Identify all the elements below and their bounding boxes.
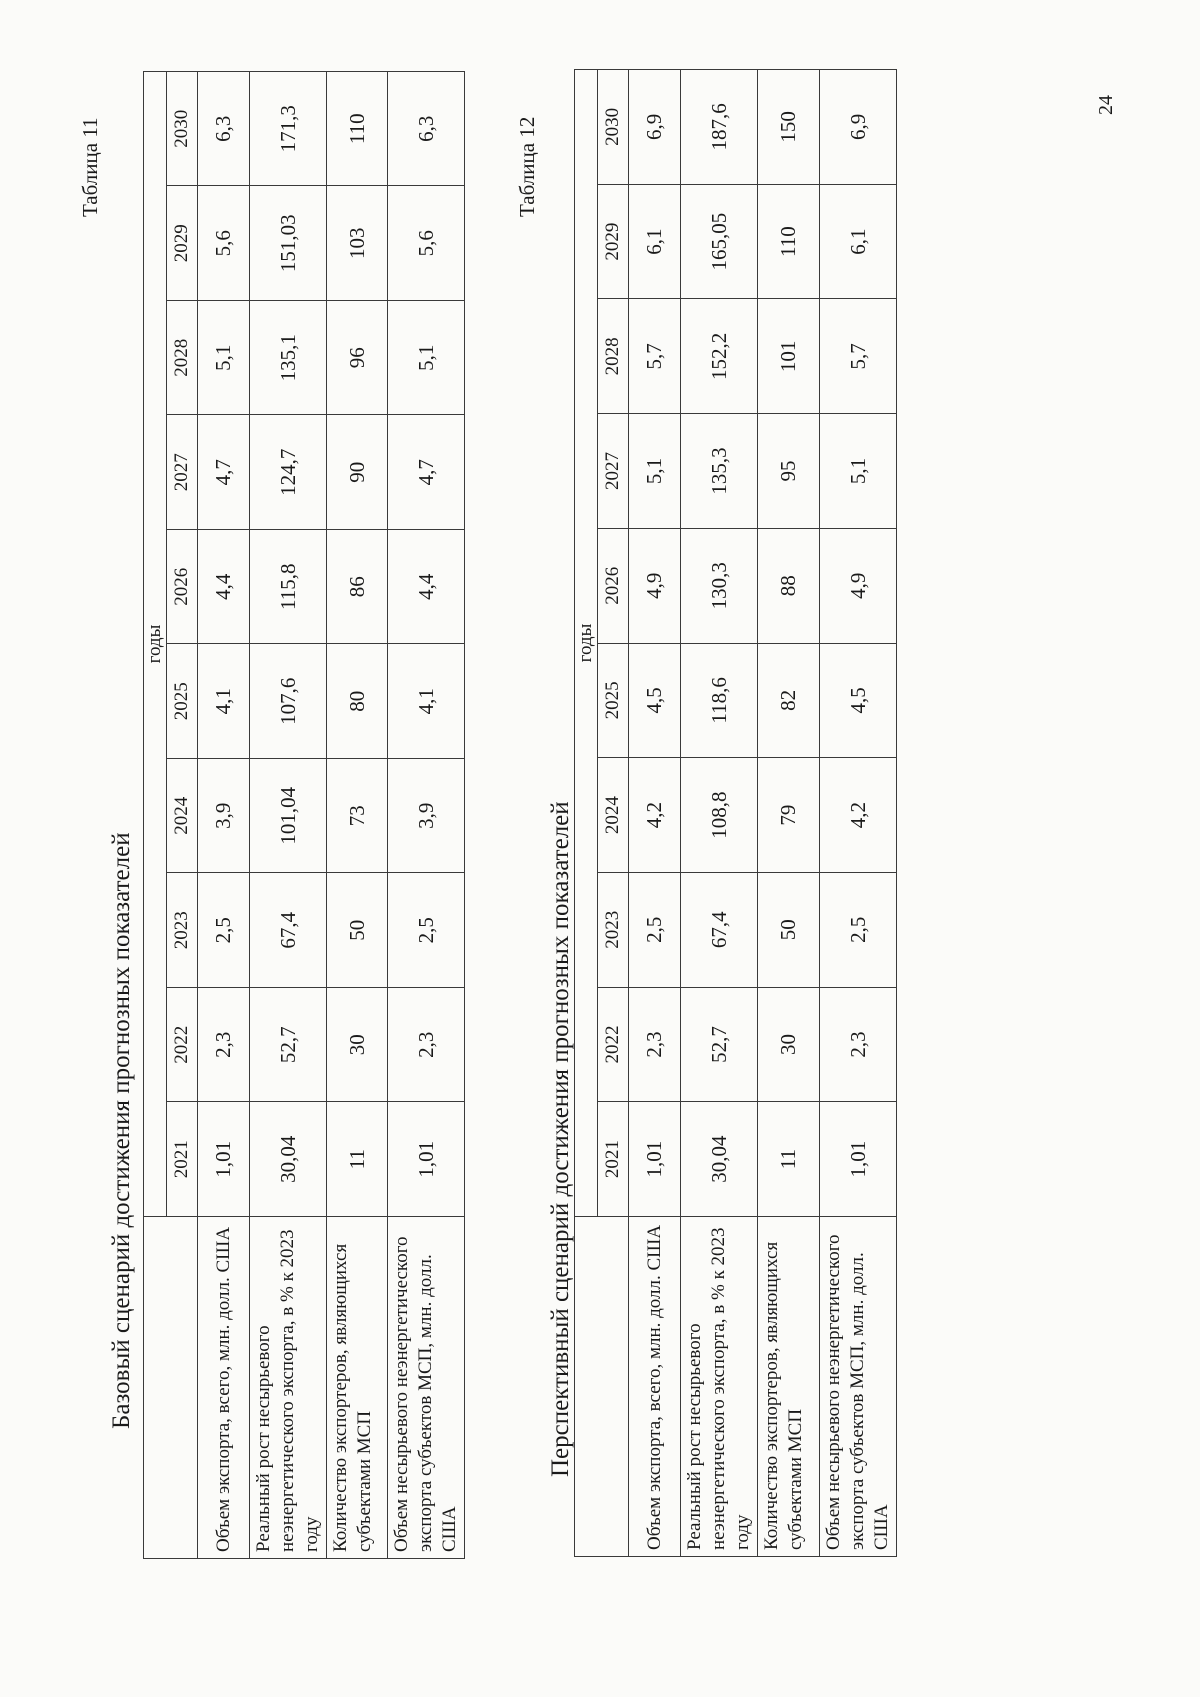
table12-cell: 5,1 bbox=[629, 414, 681, 529]
table12-cell: 110 bbox=[758, 184, 820, 299]
table12-cell: 52,7 bbox=[681, 987, 758, 1102]
table12-year-header: 2024 bbox=[598, 758, 629, 873]
table11-label: Таблица 11 bbox=[78, 117, 102, 217]
table12-year-header: 2023 bbox=[598, 872, 629, 987]
table12 bbox=[574, 69, 897, 1557]
table11-cell: 1,01 bbox=[388, 1102, 465, 1217]
table11-cell: 52,7 bbox=[250, 988, 327, 1103]
table11-cell: 3,9 bbox=[388, 759, 465, 874]
table11-year-header: 2027 bbox=[167, 415, 198, 530]
table12-cell: 150 bbox=[758, 70, 820, 185]
table12-cell: 4,2 bbox=[629, 758, 681, 873]
table11-cell: 151,03 bbox=[250, 186, 327, 301]
table11-cell: 73 bbox=[327, 759, 388, 874]
table12-cell: 30,04 bbox=[681, 1102, 758, 1217]
table12-cell: 4,5 bbox=[820, 643, 897, 758]
table-row bbox=[250, 72, 327, 1559]
table-row bbox=[758, 70, 820, 1557]
table-row bbox=[681, 70, 758, 1557]
table11-cell: 4,7 bbox=[198, 415, 250, 530]
table12-cell: 6,9 bbox=[629, 70, 681, 185]
table11-year-header: 2022 bbox=[167, 988, 198, 1103]
table12-cell: 130,3 bbox=[681, 528, 758, 643]
table12-cell: 95 bbox=[758, 414, 820, 529]
table11-indicator: Реальный рост несырьевого неэнергетического экспорта, в % к 2023 году bbox=[250, 1217, 327, 1559]
table11-cell: 3,9 bbox=[198, 759, 250, 874]
table12-cell: 2,5 bbox=[820, 872, 897, 987]
table11-year-header: 2029 bbox=[167, 186, 198, 301]
table12-cell: 135,3 bbox=[681, 414, 758, 529]
table12-cell: 101 bbox=[758, 299, 820, 414]
table11-cell: 4,7 bbox=[388, 415, 465, 530]
table12-cell: 187,6 bbox=[681, 70, 758, 185]
table12-cell: 118,6 bbox=[681, 643, 758, 758]
table11-cell: 86 bbox=[327, 530, 388, 645]
table11-cell: 4,4 bbox=[198, 530, 250, 645]
table11-corner-cell bbox=[144, 1217, 167, 1559]
table11-cell: 124,7 bbox=[250, 415, 327, 530]
table11-header-row-1 bbox=[144, 72, 167, 1559]
table12-cell: 5,7 bbox=[820, 299, 897, 414]
table12-cell: 2,3 bbox=[820, 987, 897, 1102]
table11-year-header: 2028 bbox=[167, 301, 198, 416]
table12-cell: 152,2 bbox=[681, 299, 758, 414]
table12-cell: 6,9 bbox=[820, 70, 897, 185]
table12-cell: 165,05 bbox=[681, 184, 758, 299]
table11-cell: 67,4 bbox=[250, 873, 327, 988]
table11-cell: 103 bbox=[327, 186, 388, 301]
table11-year-header: 2025 bbox=[167, 644, 198, 759]
table11-cell: 107,6 bbox=[250, 644, 327, 759]
table11-cell: 30,04 bbox=[250, 1102, 327, 1217]
table12-cell: 2,3 bbox=[629, 987, 681, 1102]
table11-cell: 5,1 bbox=[198, 301, 250, 416]
table12-indicator: Объем несырьевого неэнергетического экспорта субъектов МСП, млн. долл. США bbox=[820, 1217, 897, 1557]
table-row bbox=[327, 72, 388, 1559]
table12-label: Таблица 12 bbox=[515, 116, 539, 217]
table12-cell: 108,8 bbox=[681, 758, 758, 873]
table11-indicator: Объем несырьевого неэнергетического экспорта субъектов МСП, млн. долл. США bbox=[388, 1217, 465, 1559]
table12-cell: 4,9 bbox=[629, 528, 681, 643]
table11-title: Базовый сценарий достижения прогнозных показателей bbox=[108, 832, 135, 1429]
table12-indicator: Количество экспортеров, являющихся субъектами МСП bbox=[758, 1217, 820, 1557]
table12-cell: 88 bbox=[758, 528, 820, 643]
table11-cell: 2,3 bbox=[388, 988, 465, 1103]
table12-cell: 1,01 bbox=[820, 1102, 897, 1217]
table12-cell: 6,1 bbox=[629, 184, 681, 299]
table11-cell: 2,5 bbox=[198, 873, 250, 988]
table12-year-header: 2025 bbox=[598, 643, 629, 758]
table12-cell: 11 bbox=[758, 1102, 820, 1217]
table12-corner-cell-lower bbox=[598, 1217, 629, 1557]
page-number: 24 bbox=[1095, 95, 1117, 115]
table12-year-header: 2029 bbox=[598, 184, 629, 299]
table12-year-header: 2026 bbox=[598, 528, 629, 643]
table11-cell: 50 bbox=[327, 873, 388, 988]
table11-year-header: 2024 bbox=[167, 759, 198, 874]
table11-year-header: 2023 bbox=[167, 873, 198, 988]
table11-cell: 101,04 bbox=[250, 759, 327, 874]
table11-cell: 2,3 bbox=[198, 988, 250, 1103]
table12-year-header: 2022 bbox=[598, 987, 629, 1102]
table11 bbox=[143, 71, 465, 1559]
table11-cell: 30 bbox=[327, 988, 388, 1103]
table12-year-header: 2021 bbox=[598, 1102, 629, 1217]
table11-year-header: 2021 bbox=[167, 1102, 198, 1217]
table11-cell: 2,5 bbox=[388, 873, 465, 988]
table12-years-label: годы bbox=[575, 70, 598, 1217]
table11-year-header: 2030 bbox=[167, 72, 198, 187]
table11-year-header: 2026 bbox=[167, 530, 198, 645]
table12-cell: 5,1 bbox=[820, 414, 897, 529]
table11-cell: 110 bbox=[327, 72, 388, 187]
table-row bbox=[388, 72, 465, 1559]
table12-cell: 79 bbox=[758, 758, 820, 873]
table12-cell: 4,2 bbox=[820, 758, 897, 873]
table11-cell: 171,3 bbox=[250, 72, 327, 187]
table11-header-row-2 bbox=[167, 72, 198, 1559]
table12-header-row-1 bbox=[575, 70, 598, 1557]
table11-cell: 1,01 bbox=[198, 1102, 250, 1217]
table12-cell: 4,5 bbox=[629, 643, 681, 758]
table11-cell: 5,6 bbox=[198, 186, 250, 301]
table-row bbox=[198, 72, 250, 1559]
table11-indicator: Объем экспорта, всего, млн. долл. США bbox=[198, 1217, 250, 1559]
table11-cell: 4,1 bbox=[198, 644, 250, 759]
table12-cell: 6,1 bbox=[820, 184, 897, 299]
table11-cell: 4,1 bbox=[388, 644, 465, 759]
table12-indicator: Объем экспорта, всего, млн. долл. США bbox=[629, 1217, 681, 1557]
table11-corner-cell-lower bbox=[167, 1217, 198, 1559]
table11-cell: 6,3 bbox=[198, 72, 250, 187]
table11-cell: 4,4 bbox=[388, 530, 465, 645]
table12-cell: 50 bbox=[758, 872, 820, 987]
table12-year-header: 2027 bbox=[598, 414, 629, 529]
table11-cell: 11 bbox=[327, 1102, 388, 1217]
table12-corner-cell bbox=[575, 1217, 598, 1557]
table12-indicator: Реальный рост несырьевого неэнергетического экспорта, в % к 2023 году bbox=[681, 1217, 758, 1557]
table11-cell: 5,6 bbox=[388, 186, 465, 301]
table12-title: Перспективный сценарий достижения прогнозных показателей bbox=[547, 801, 574, 1477]
table11-cell: 135,1 bbox=[250, 301, 327, 416]
table12-year-header: 2030 bbox=[598, 70, 629, 185]
table11-cell: 96 bbox=[327, 301, 388, 416]
table12-cell: 30 bbox=[758, 987, 820, 1102]
table12-header-row-2 bbox=[598, 70, 629, 1557]
table12-cell: 1,01 bbox=[629, 1102, 681, 1217]
table11-indicator: Количество экспортеров, являющихся субъектами МСП bbox=[327, 1217, 388, 1559]
table12-cell: 2,5 bbox=[629, 872, 681, 987]
table12-year-header: 2028 bbox=[598, 299, 629, 414]
table12-cell: 4,9 bbox=[820, 528, 897, 643]
table11-cell: 6,3 bbox=[388, 72, 465, 187]
table11-cell: 115,8 bbox=[250, 530, 327, 645]
table11-years-label: годы bbox=[144, 72, 167, 1217]
table12-cell: 82 bbox=[758, 643, 820, 758]
table12-cell: 5,7 bbox=[629, 299, 681, 414]
table11-cell: 5,1 bbox=[388, 301, 465, 416]
table-row bbox=[629, 70, 681, 1557]
table12-cell: 67,4 bbox=[681, 872, 758, 987]
table11-cell: 90 bbox=[327, 415, 388, 530]
table11-cell: 80 bbox=[327, 644, 388, 759]
table-row bbox=[820, 70, 897, 1557]
